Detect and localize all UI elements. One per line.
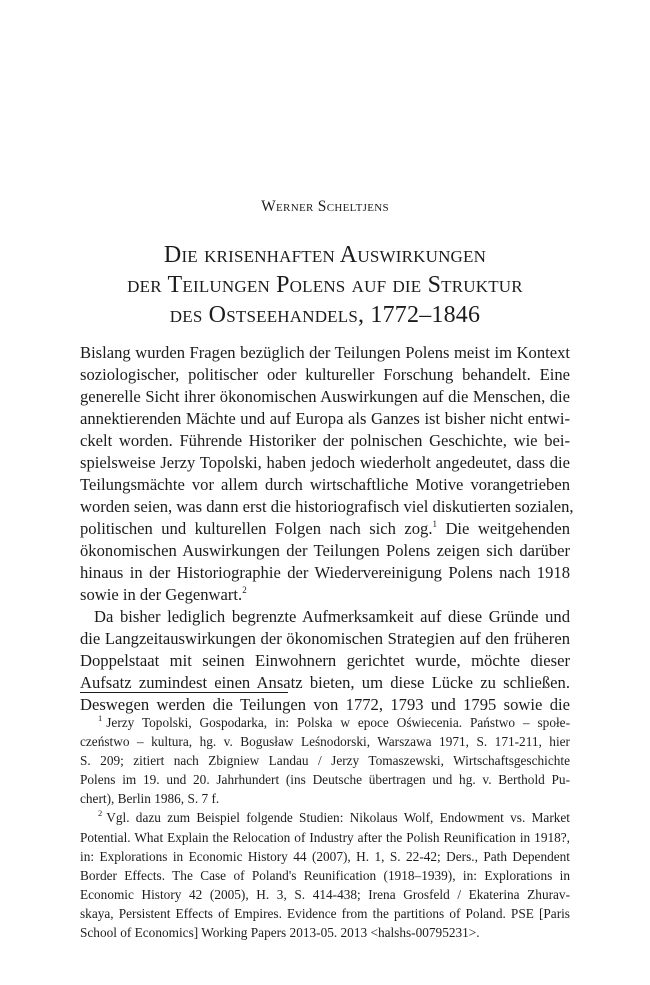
- footnote-line: czeństwo – kultura, hg. v. Bogusław Leśnodorski, Warszawa 1971, S. 171-211, hier: [80, 734, 570, 750]
- footnote-divider: [80, 692, 288, 693]
- body-line: Doppelstaat mit seinen Einwohnern gerichtet wurde, möchte dieser: [80, 651, 570, 670]
- footnotes: [80, 713, 570, 942]
- footnote-line: skaya, Persistent Effects of Empires. Evidence from the partitions of Poland. PSE [Paris: [80, 905, 570, 921]
- footnote-ref[interactable]: 1: [432, 519, 437, 529]
- footnote-line: Polens im 19. und 20. Jahrhundert (ins Deutsche übertragen und hg. v. Berthold Pu-: [80, 772, 570, 788]
- title-line: Die krisenhaften Auswirkungen: [163, 242, 487, 268]
- body-line: [80, 518, 570, 540]
- footnote-line: Border Effects. The Case of Poland's Reunification (1918–1939), in: Explorations in: [80, 867, 570, 883]
- footnote-text: Jerzy Topolski, Gospodarka, in: Polska w epoce Oświecenia. Państwo – społe-: [106, 715, 570, 730]
- body-line: die Langzeitauswirkungen der ökonomischen Strategien auf den früheren: [80, 629, 570, 648]
- body-line: Da bisher lediglich begrenzte Aufmerksamkeit auf diese Gründe und: [94, 607, 570, 626]
- body-line: generelle Sicht ihrer ökonomischen Auswirkungen auf die Menschen, die: [80, 387, 570, 406]
- body-text: [80, 342, 574, 716]
- footnote-line: [80, 713, 570, 732]
- title-line: des Ostseehandels, 1772–1846: [169, 302, 481, 328]
- body-line: ckelt worden. Führende Historiker der polnischen Geschichte, wie bei-: [80, 431, 570, 450]
- footnote-line: [80, 808, 570, 827]
- footnote-ref[interactable]: 2: [242, 585, 247, 595]
- body-line-text: Die weitgehenden: [445, 519, 570, 538]
- body-line: Teilungsmächte vor allem durch wirtschaftliche Motive vorangetrieben: [80, 475, 570, 494]
- title-line: der Teilungen Polens auf die Struktur: [127, 272, 523, 298]
- footnote-line: in: Explorations in Economic History 44 (2007), H. 1, S. 22-42; Ders., Path Dependent: [80, 848, 570, 864]
- footnote-number: 1: [98, 713, 103, 723]
- body-line: Bislang wurden Fragen bezüglich der Teilungen Polens meist im Kontext: [80, 343, 570, 362]
- footnote-text: Vgl. dazu zum Beispiel folgende Studien: Nikolaus Wolf, Endowment vs. Market: [106, 810, 570, 826]
- body-line-text: politischen und kulturellen Folgen nach sich zog.: [80, 519, 433, 538]
- body-line: [80, 584, 570, 606]
- body-line: Deswegen werden die Teilungen von 1772, 1793 und 1795 sowie die: [80, 695, 570, 714]
- body-line: Aufsatz zumindest einen Ansatz bieten, um diese Lücke zu schließen.: [80, 673, 570, 692]
- footnote-line: Potential. What Explain the Relocation of Industry after the Polish Reunification in 1918?,: [80, 829, 570, 845]
- body-line: ökonomischen Auswirkungen der Teilungen Polens zeigen sich darüber: [80, 541, 570, 560]
- article-title: [60, 240, 590, 330]
- body-line: worden seien, was dann erst die historiografisch viel diskutierten sozialen,: [80, 497, 574, 516]
- footnote-line: Economic History 42 (2005), H. 3, S. 414-438; Irena Grosfeld / Ekaterina Zhurav-: [80, 886, 570, 902]
- body-line: soziologischer, politischer oder kultureller Forschung behandelt. Eine: [80, 365, 570, 384]
- body-line: spielsweise Jerzy Topolski, haben jedoch wiederholt angedeutet, dass die: [80, 453, 570, 472]
- footnote-number: 2: [98, 808, 103, 819]
- footnote-line: S. 209; zitiert nach Zbigniew Landau / Jerzy Tomaszewski, Wirtschaftsgeschichte: [80, 753, 570, 769]
- author-name: Werner Scheltjens: [261, 198, 389, 215]
- footnote-line: School of Economics] Working Papers 2013-05. 2013 <halshs-00795231>.: [80, 925, 480, 941]
- body-line: annektierenden Mächte und auf Europa als Ganzes ist bisher nicht entwi-: [80, 409, 570, 428]
- body-line-text: sowie in der Gegenwart.: [80, 585, 243, 604]
- body-line: hinaus in der Historiographie der Wiedervereinigung Polens nach 1918: [80, 563, 570, 582]
- footnote-line: chert), Berlin 1986, S. 7 f.: [80, 791, 220, 807]
